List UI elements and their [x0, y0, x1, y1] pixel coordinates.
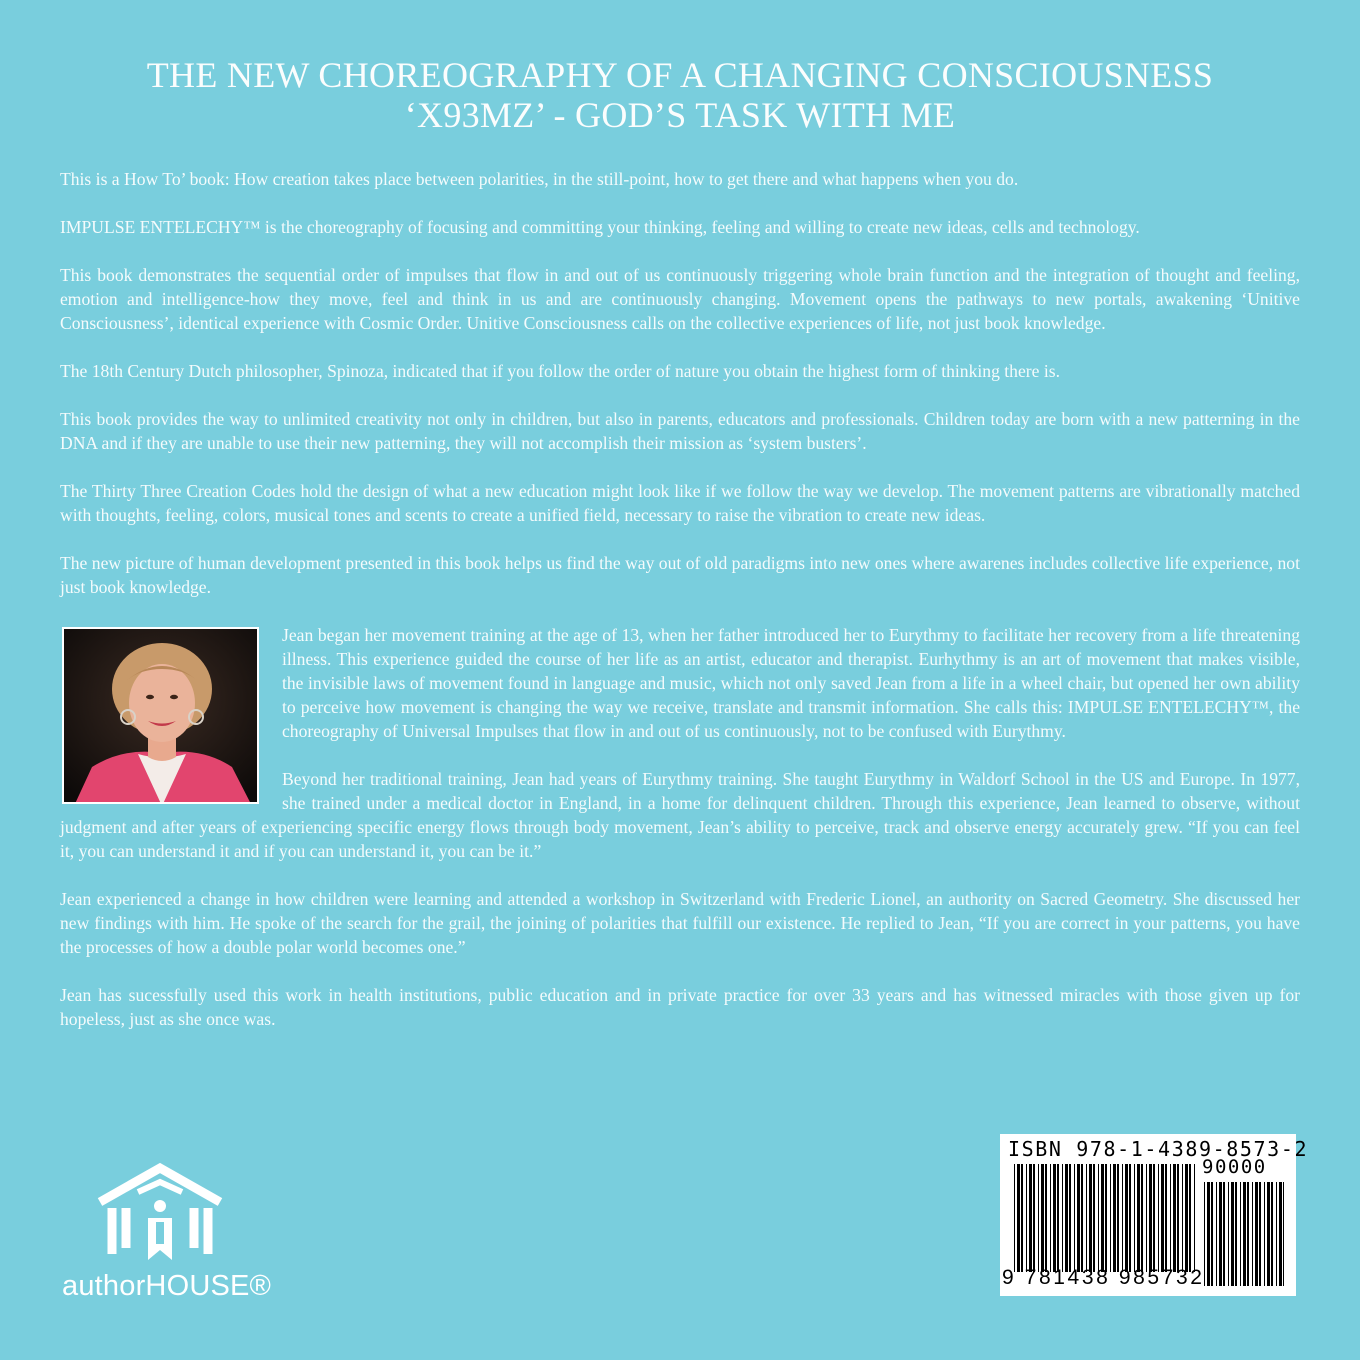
bio-paragraph: Jean has sucessfully used this work in health institutions, public education and in private practice for over 33 years and has witnessed miracles with those given up for hopeless, just as she once was.: [60, 985, 1300, 1029]
paragraph: This book demonstrates the sequential order of impulses that flow in and out of us continuously triggering whole brain function and the integration of thought and feeling, emotion and intelligence-how they move, feel and think in us and are continuously changing. Movement opens the pathways to new portals, awakening ‘Unitive Consciousness’, identical experience with Cosmic Order. Unitive Consciousness calls on the collective experiences of life, not just book knowledge.: [60, 265, 1300, 333]
house-book-icon: [90, 1162, 230, 1272]
paragraph: This is a How To’ book: How creation takes place between polarities, in the still-point, how to get there and what happens when you do.: [60, 169, 1019, 189]
title-line-1: THE NEW CHOREOGRAPHY OF A CHANGING CONSCIOUSNESS: [146, 55, 1214, 95]
isbn-label: ISBN 978-1-4389-8573-2: [1008, 1137, 1309, 1161]
paragraph: The Thirty Three Creation Codes hold the design of what a new education might look like if we follow the way we develop. The movement patterns are vibrationally matched with thoughts, feeling, colors, musical tones and scents to create a unified field, necessary to raise the vibration to create new ideas.: [60, 481, 1300, 525]
title-line-2: ‘X93MZ’ - GOD’S TASK WITH ME: [404, 95, 956, 135]
barcode-number: 9 781438 985732: [1002, 1266, 1205, 1289]
bio-paragraph: Jean began her movement training at the age of 13, when her father introduced her to Eurythmy to facilitate her recovery from a life threatening illness. This experience guided the course of her life as an artist, educator and therapist. Eurhythmy is an art of movement that makes visible, the invisible laws of movement found in language and music, which not only saved Jean from a life in a wheel chair, but opened her own ability to perceive how movement is changing the way we receive, translate and transmit information. She calls this: IMPULSE ENTELECHY™, the choreography of Universal Impulses that flow in and out of us continuously, not to be confused with Eurythmy.: [282, 625, 1300, 741]
publisher-name: authorHOUSE®: [62, 1270, 272, 1302]
bio-paragraph: Beyond her traditional training, Jean had years of Eurythmy training. She taught Eurythmy in Waldorf School in the US and Europe. In 1977, she trained under a medical doctor in England, in a home for delinquent children. Through this experience, Jean learned to observe, without judgment and after years of experiencing specific energy flows through body movement, Jean’s ability to perceive, track and observe energy accurately grew. “If you can feel it, you can understand it and if you can understand it, you can be it.”: [60, 769, 1300, 861]
back-cover-text: [60, 167, 1300, 1055]
paragraph: This book provides the way to unlimited creativity not only in children, but also in parents, educators and professionals. Children today are born with a new patterning in the DNA and if they are unable to use their new patterning, they will not accomplish their mission as ‘system busters’.: [60, 409, 1300, 453]
author-photo: [62, 627, 259, 804]
paragraph: IMPULSE ENTELECHY™ is the choreography of focusing and committing your thinking, feeling and willing to create new ideas, cells and technology.: [60, 217, 1140, 237]
paragraph: The 18th Century Dutch philosopher, Spinoza, indicated that if you follow the order of nature you obtain the highest form of thinking there is.: [60, 361, 1060, 381]
bio-paragraph: Jean experienced a change in how children were learning and attended a workshop in Switzerland with Frederic Lionel, an authority on Sacred Geometry. She discussed her new findings with him. He spoke of the search for the grail, the joining of polarities that fulfill our existence. He replied to Jean, “If you are correct in your patterns, you have the processes of how a double polar world becomes one.”: [60, 889, 1300, 957]
publisher-logo: [62, 1162, 272, 1312]
paragraph: The new picture of human development presented in this book helps us find the way out of old paradigms into new ones where awarenes includes collective life experience, not just book knowledge.: [60, 553, 1300, 597]
book-title: [0, 55, 1360, 135]
barcode-addon-number: 90000: [1202, 1156, 1267, 1178]
isbn-barcode: [1000, 1134, 1309, 1296]
